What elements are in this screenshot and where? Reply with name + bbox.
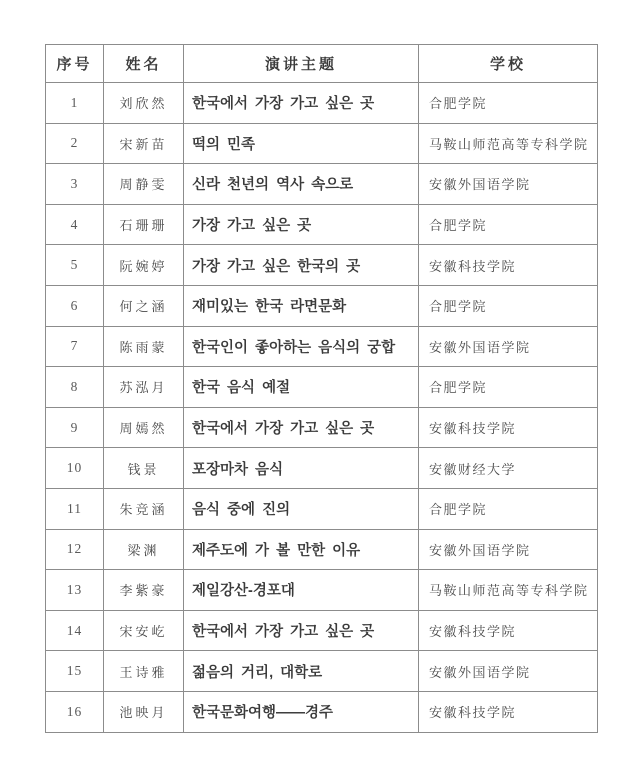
school-cell: 合肥学院 (419, 285, 598, 326)
speech-topic-cell: 떡의 민족 (184, 123, 419, 164)
row-number-cell: 7 (46, 326, 104, 367)
school-cell: 合肥学院 (419, 83, 598, 124)
school-cell: 安徽外国语学院 (419, 164, 598, 205)
table-row (46, 285, 598, 326)
student-name-cell: 梁渊 (104, 529, 184, 570)
table-row (46, 407, 598, 448)
speech-topic-cell: 포장마차 음식 (184, 448, 419, 489)
student-name-cell: 何之涵 (104, 285, 184, 326)
header-number: 序号 (46, 45, 104, 83)
school-cell: 安徽科技学院 (419, 610, 598, 651)
school-cell: 安徽科技学院 (419, 691, 598, 732)
speech-topic-cell: 음식 중에 진의 (184, 488, 419, 529)
student-name-cell: 石珊珊 (104, 204, 184, 245)
speech-topic-cell: 한국인이 좋아하는 음식의 궁합 (184, 326, 419, 367)
student-name-cell: 宋安屹 (104, 610, 184, 651)
speech-topic-cell: 가장 가고 싶은 곳 (184, 204, 419, 245)
table-header (46, 45, 598, 83)
student-name-cell: 李紫豪 (104, 570, 184, 611)
school-cell: 安徽科技学院 (419, 245, 598, 286)
student-name-cell: 阮婉婷 (104, 245, 184, 286)
table-row (46, 164, 598, 205)
row-number-cell: 14 (46, 610, 104, 651)
table-row (46, 529, 598, 570)
table-row (46, 488, 598, 529)
row-number-cell: 3 (46, 164, 104, 205)
school-cell: 安徽外国语学院 (419, 326, 598, 367)
header-school: 学校 (419, 45, 598, 83)
student-name-cell: 池映月 (104, 691, 184, 732)
student-name-cell: 朱竞涵 (104, 488, 184, 529)
header-name: 姓名 (104, 45, 184, 83)
student-name-cell: 宋新苗 (104, 123, 184, 164)
row-number-cell: 12 (46, 529, 104, 570)
row-number-cell: 16 (46, 691, 104, 732)
table-row (46, 204, 598, 245)
row-number-cell: 13 (46, 570, 104, 611)
school-cell: 安徽外国语学院 (419, 651, 598, 692)
school-cell: 合肥学院 (419, 204, 598, 245)
speech-topic-cell: 제주도에 가 볼 만한 이유 (184, 529, 419, 570)
school-cell: 合肥学院 (419, 488, 598, 529)
speech-topic-cell: 재미있는 한국 라면문화 (184, 285, 419, 326)
speech-topic-cell: 신라 천년의 역사 속으로 (184, 164, 419, 205)
row-number-cell: 5 (46, 245, 104, 286)
header-row (46, 45, 598, 83)
school-cell: 马鞍山师范高等专科学院 (419, 570, 598, 611)
speech-topic-cell: 가장 가고 싶은 한국의 곳 (184, 245, 419, 286)
school-cell: 安徽外国语学院 (419, 529, 598, 570)
speech-topic-cell: 한국에서 가장 가고 싶은 곳 (184, 610, 419, 651)
row-number-cell: 1 (46, 83, 104, 124)
row-number-cell: 9 (46, 407, 104, 448)
table-row (46, 610, 598, 651)
student-name-cell: 苏泓月 (104, 367, 184, 408)
school-cell: 马鞍山师范高等专科学院 (419, 123, 598, 164)
table-row (46, 691, 598, 732)
speech-topic-cell: 한국에서 가장 가고 싶은 곳 (184, 407, 419, 448)
table-row (46, 448, 598, 489)
speech-topic-cell: 한국에서 가장 가고 싶은 곳 (184, 83, 419, 124)
school-cell: 合肥学院 (419, 367, 598, 408)
row-number-cell: 6 (46, 285, 104, 326)
table-row (46, 367, 598, 408)
row-number-cell: 11 (46, 488, 104, 529)
table-body (46, 83, 598, 733)
school-cell: 安徽财经大学 (419, 448, 598, 489)
row-number-cell: 15 (46, 651, 104, 692)
speech-topic-cell: 한국문화여행——경주 (184, 691, 419, 732)
row-number-cell: 2 (46, 123, 104, 164)
student-name-cell: 钱景 (104, 448, 184, 489)
row-number-cell: 4 (46, 204, 104, 245)
table-row (46, 570, 598, 611)
table-row (46, 326, 598, 367)
student-name-cell: 周嫣然 (104, 407, 184, 448)
speech-roster-table (45, 44, 598, 733)
table-row (46, 245, 598, 286)
table-row (46, 123, 598, 164)
row-number-cell: 8 (46, 367, 104, 408)
row-number-cell: 10 (46, 448, 104, 489)
speech-topic-cell: 한국 음식 예절 (184, 367, 419, 408)
speech-topic-cell: 젊음의 거리, 대학로 (184, 651, 419, 692)
student-name-cell: 周静雯 (104, 164, 184, 205)
school-cell: 安徽科技学院 (419, 407, 598, 448)
table-row (46, 651, 598, 692)
student-name-cell: 陈雨蒙 (104, 326, 184, 367)
speech-topic-cell: 제일강산-경포대 (184, 570, 419, 611)
table-row (46, 83, 598, 124)
header-topic: 演讲主题 (184, 45, 419, 83)
student-name-cell: 王诗雅 (104, 651, 184, 692)
student-name-cell: 刘欣然 (104, 83, 184, 124)
